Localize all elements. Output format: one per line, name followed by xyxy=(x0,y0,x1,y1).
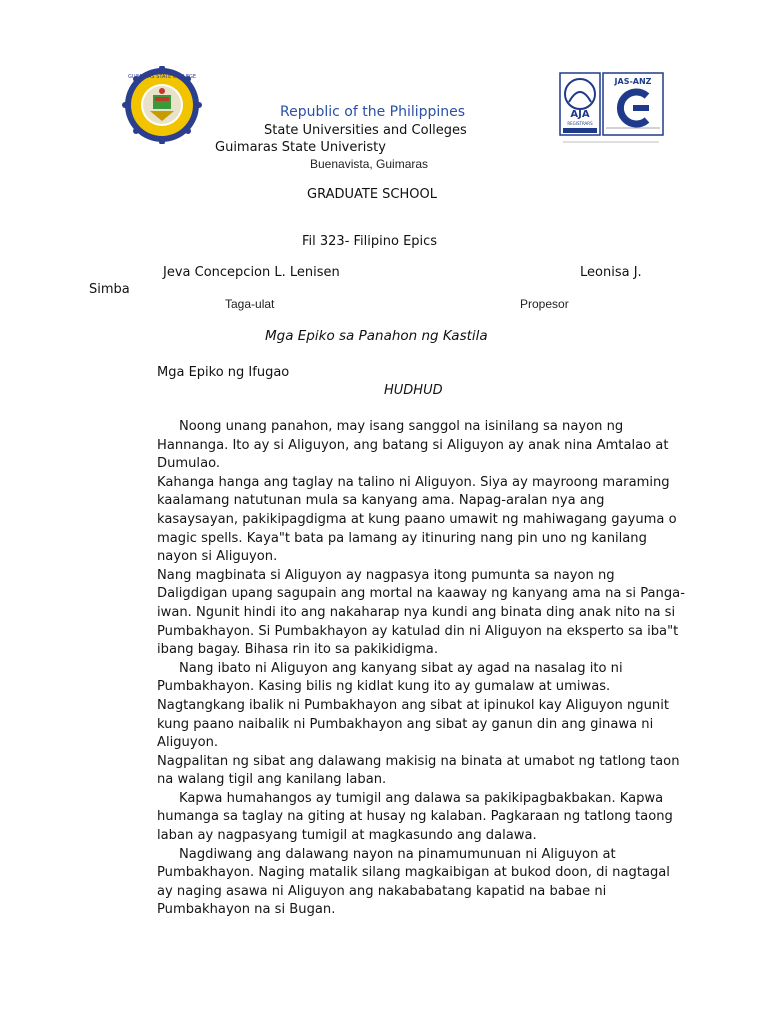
graduate-school-heading: GRADUATE SCHOOL xyxy=(307,187,437,202)
professor-name-last: Simba xyxy=(89,282,130,297)
course-heading: Fil 323- Filipino Epics xyxy=(302,234,438,249)
location-heading: Buenavista, Guimaras xyxy=(310,157,429,171)
paragraph-5: Nagpalitan ng sibat ang dalawang makisig na binata at umabot ng tatlong taon na walang tigil ang kanilang laban. xyxy=(157,753,680,788)
jas-anz-logo-text: JAS-ANZ xyxy=(614,77,652,86)
republic-heading: Republic of the Philippines xyxy=(280,104,466,120)
reporter-name: Jeva Concepcion L. Lenisen xyxy=(163,265,340,280)
paragraph-1: Noong unang panahon, may isang sanggol na isinilang sa nayon ng Hannanga. Ito ay si Aliguyon, ang batang si Aliguyon ay anak nina Amtalao at Dumulao. xyxy=(157,419,669,472)
paragraph-3: Nang magbinata si Aliguyon ay nagpasya itong pumunta sa nayon ng Daligdigan upang sagupain ang mortal na kaaway ng kanyang ama na si Panga-iwan. Ngunit hindi ito ang nakaharap nya kundi ang binata ding anak nito na si Pumbakhayon. Si Pumbakhayon ay katulad din ni Aliguyon na eksperto sa iba"t ibang bagay. Bihasa rin ito sa pakikidigma. xyxy=(157,567,685,658)
paragraph-7: Nagdiwang ang dalawang nayon na pinamumunuan ni Aliguyon at Pumbakhayon. Naging matalik silang magkaibigan at bukod doon, di nagtagal ay naging asawa ni Aliguyon ang nakababatang kapatid na babae ni Pumbakhayon na si Bugan. xyxy=(157,846,670,918)
certification-logos xyxy=(559,72,665,150)
aja-logo-text: AJA xyxy=(570,109,590,120)
seal-text: GUIMARAS STATE COLLEGE xyxy=(127,74,197,80)
section-title: Mga Epiko ng Ifugao xyxy=(157,365,290,380)
university-seal-logo xyxy=(119,66,205,144)
main-title: Mga Epiko sa Panahon ng Kastila xyxy=(265,328,488,344)
reporter-role: Taga-ulat xyxy=(225,297,275,311)
university-heading: Guimaras State Univeristy xyxy=(215,140,386,155)
professor-role: Propesor xyxy=(520,297,569,311)
aja-sub-text: REGISTRARS xyxy=(567,121,593,126)
epic-title: HUDHUD xyxy=(384,383,443,398)
paragraph-6: Kapwa humahangos ay tumigil ang dalawa sa pakikipagbakbakan. Kapwa humanga sa taglay na giting at husay ng kalaban. Pagkaraan ng tatlong taong laban ay nagpasyang tumigil at magkasundo ang dalawa. xyxy=(157,790,673,844)
paragraph-4: Nang ibato ni Aliguyon ang kanyang sibat ay agad na nasalag ito ni Pumbakhayon. Kasing bilis ng kidlat kung ito ay gumalaw at umiwas. Nagtangkang ibalik ni Pumbakhayon ang sibat at ipinukol kay Aliguyon ngunit kung paano naibalik ni Pumbakhayon ang sibat ay ganun din ang ginawa ni Aliguyon. xyxy=(157,660,669,751)
professor-name-first: Leonisa J. xyxy=(580,265,642,280)
paragraph-2: Kahanga hanga ang taglay na talino ni Aliguyon. Siya ay mayroong maraming kaalamang natutunan mula sa kanyang ama. Napag-aralan nya ang kasaysayan, pakikipagdigma at kung paano umawit ng mahiwagang gayuma o magic spells. Kaya"t bata pa lamang ay itinuring nang pin uno ng kanilang nayon si Aliguyon. xyxy=(157,474,677,565)
suc-heading: State Universities and Colleges xyxy=(264,123,467,138)
story-body xyxy=(157,418,687,920)
